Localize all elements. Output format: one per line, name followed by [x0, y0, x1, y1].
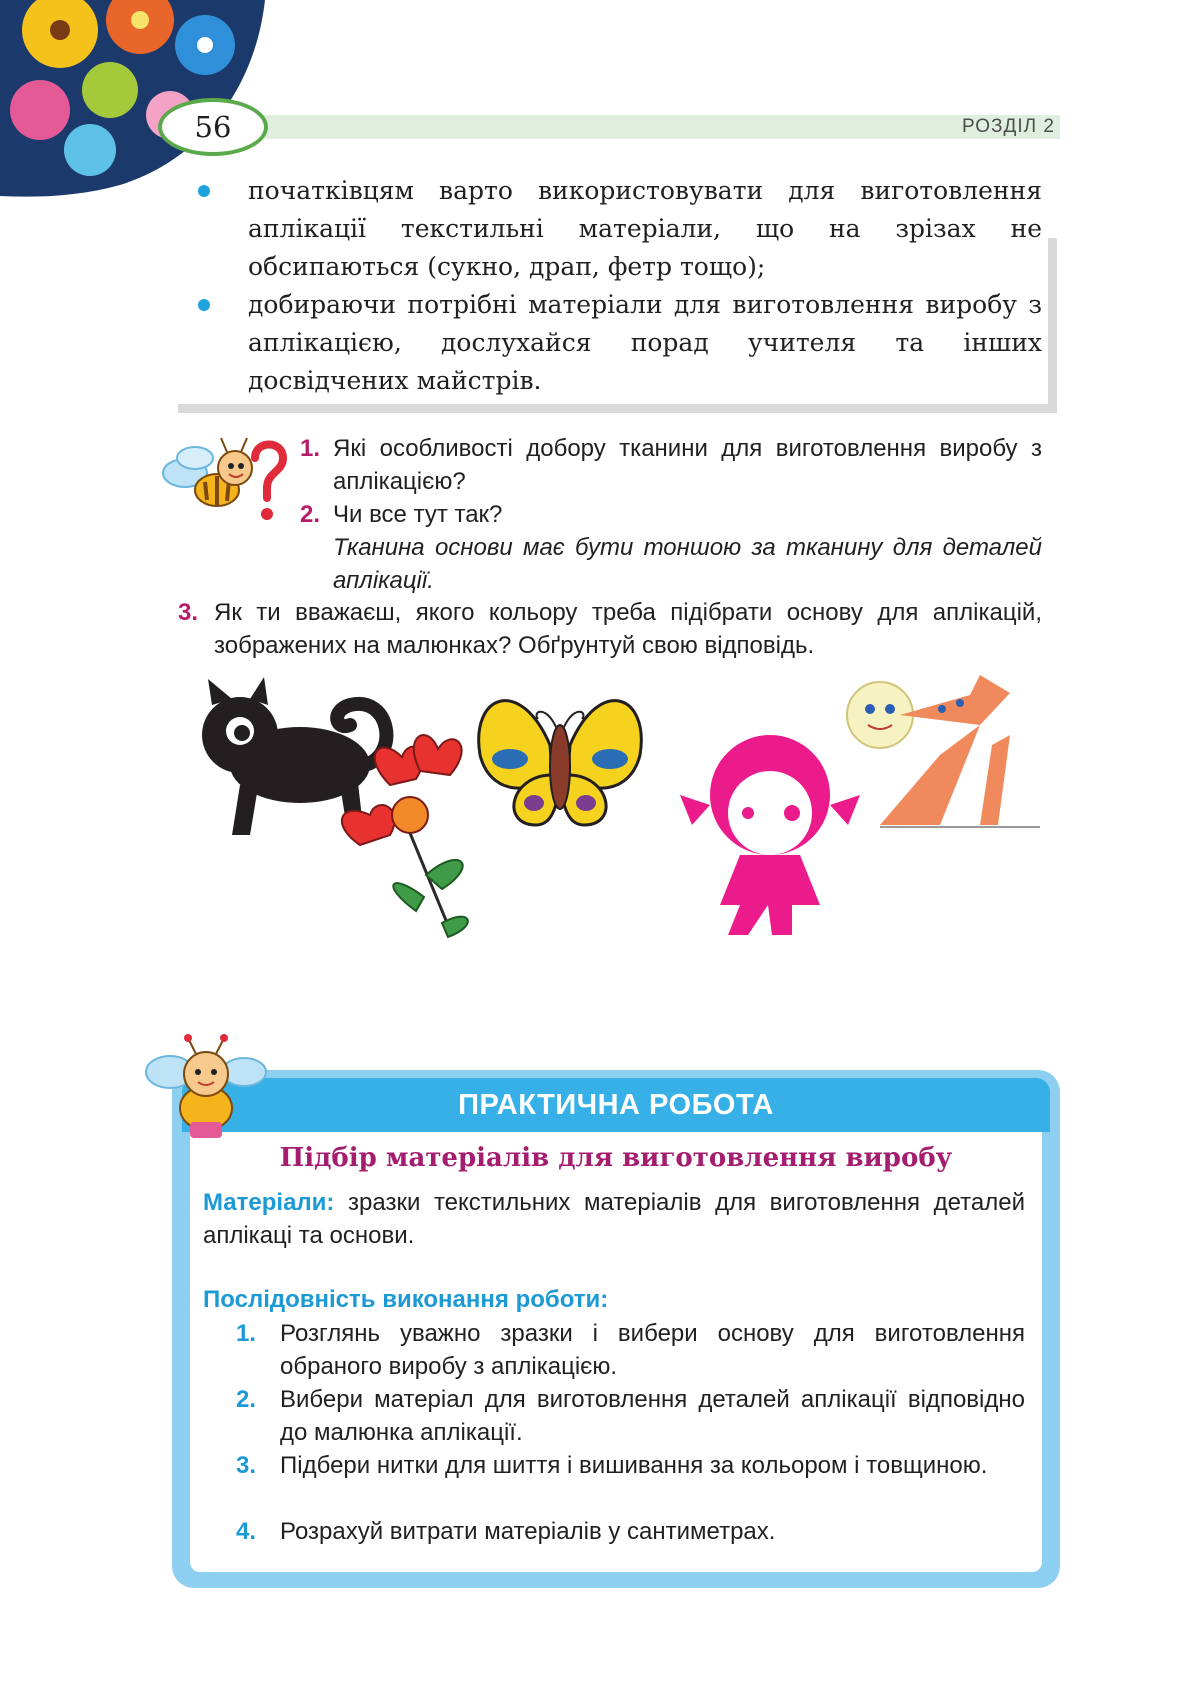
- question-text: Чи все тут так?: [333, 501, 503, 528]
- practical-title: Підбір матеріалів для виготовлення виробу: [279, 1143, 953, 1173]
- step-item: [236, 1317, 1025, 1383]
- question-note: Тканина основи має бути тоншою за тканину для деталей аплікації.: [333, 534, 1042, 594]
- question-1: [300, 432, 1042, 498]
- materials-label: Матеріали:: [203, 1189, 335, 1216]
- fox-applique: [847, 675, 1040, 827]
- butterfly-applique: [479, 701, 642, 825]
- step-number: 2.: [236, 1386, 257, 1413]
- step-item: [236, 1383, 1025, 1449]
- tip-text: початківцям варто використовувати для виготовлення аплікації текстильні матеріали, що на зрізах не обсипаються (сукно, драп, фетр тощо);: [248, 176, 1042, 281]
- question-number: 1.: [300, 435, 321, 462]
- bullet-icon: [198, 172, 210, 210]
- step-text: Підбери нитки для шиття і вишивання за кольором і товщиною.: [280, 1452, 988, 1479]
- question-3: [178, 596, 1042, 662]
- step-item: [236, 1515, 1025, 1548]
- sequence-label: Послідовність виконання роботи:: [203, 1286, 609, 1313]
- bullet-icon: [198, 286, 210, 324]
- step-number: 4.: [236, 1518, 257, 1545]
- question-number: 3.: [178, 599, 199, 626]
- girl-applique: [680, 735, 860, 935]
- materials-paragraph: [203, 1186, 1025, 1252]
- applique-illustrations: [180, 675, 1070, 975]
- step-item: [236, 1449, 1025, 1482]
- practical-heading: ПРАКТИЧНА РОБОТА: [458, 1089, 774, 1121]
- tip-text: добираючи потрібні матеріали для виготовлення виробу з аплікацією, дослухайся порад учителя та інших досвідчених майстрів.: [248, 290, 1042, 395]
- bee-question-icon: [155, 428, 290, 538]
- step-number: 1.: [236, 1320, 257, 1347]
- section-label: РОЗДІЛ 2: [962, 116, 1055, 137]
- tips-box-shadow: [1048, 238, 1057, 413]
- question-number: 2.: [300, 501, 321, 528]
- question-2: [300, 498, 1042, 597]
- step-number: 3.: [236, 1452, 257, 1479]
- tips-box-shadow-bottom: [178, 404, 1057, 413]
- materials-text: зразки текстильних матеріалів для виготовлення деталей аплікаці та основи.: [203, 1189, 1025, 1249]
- step-text: Розрахуй витрати матеріалів у сантиметрах.: [280, 1518, 776, 1545]
- page-number: 56: [158, 98, 268, 156]
- step-text: Розглянь уважно зразки і вибери основу для виготовлення обраного виробу з аплікацією.: [280, 1320, 1025, 1380]
- question-text: Які особливості добору тканини для виготовлення виробу з аплікацією?: [333, 435, 1042, 495]
- bee-mascot-icon: [140, 1030, 270, 1145]
- tip-item: [200, 172, 1042, 286]
- question-text: Як ти вважаєш, якого кольору треба підібрати основу для аплікацій, зображених на малюнках? Обґрунтуй свою відповідь.: [214, 599, 1042, 659]
- step-text: Вибери матеріал для виготовлення деталей аплікації відповідно до малюнка аплікації.: [280, 1386, 1025, 1446]
- tip-item: [200, 286, 1042, 400]
